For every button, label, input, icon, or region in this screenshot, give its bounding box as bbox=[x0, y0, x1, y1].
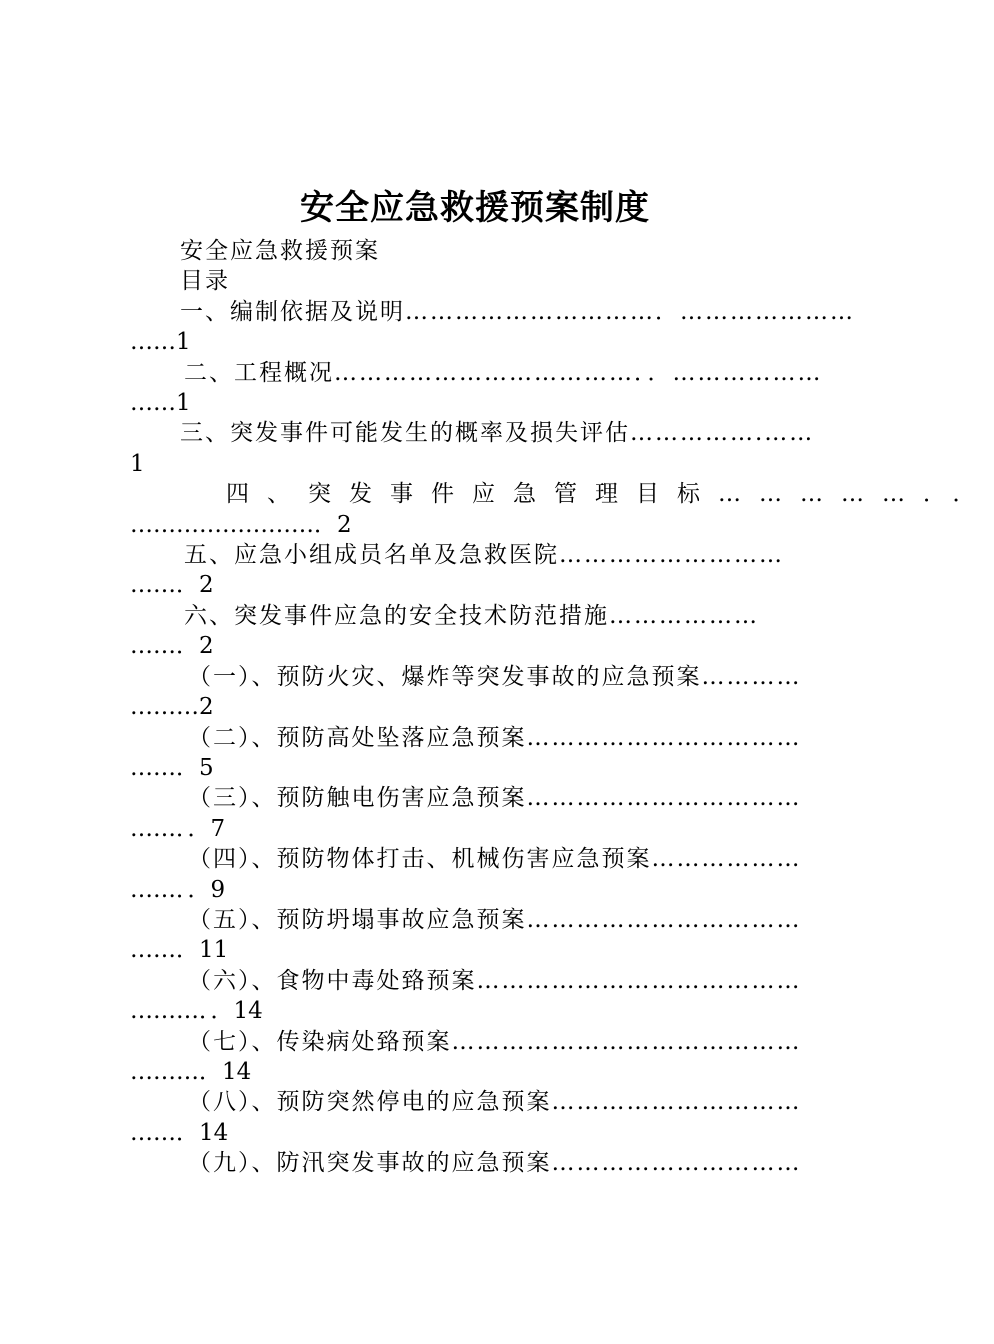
toc-line: 1 bbox=[130, 450, 145, 477]
toc-line: ……．2 bbox=[130, 633, 214, 660]
toc-line: （三）、预防触电伤害应急预案…………………………… bbox=[188, 785, 802, 812]
toc-line: ……1 bbox=[130, 329, 191, 356]
toc-line: ……．11 bbox=[130, 937, 229, 964]
toc-line: ………．14 bbox=[130, 1058, 252, 1085]
toc-line: ……．2 bbox=[130, 572, 214, 599]
toc-line: ……1 bbox=[130, 390, 191, 417]
toc-line: （四）、预防物体打击、机械伤害应急预案……………… bbox=[188, 846, 802, 873]
toc-line: （六）、食物中毒处臵预案………………………………… bbox=[188, 967, 802, 994]
toc-line: （五）、预防坍塌事故应急预案…………………………… bbox=[188, 906, 802, 933]
toc-line: 一、编制依据及说明…………………………．………………… bbox=[180, 298, 855, 325]
toc-line: 六、突发事件应急的安全技术防范措施……………… bbox=[184, 602, 759, 629]
table-of-contents bbox=[130, 236, 994, 1179]
toc-line: ……………………．2 bbox=[130, 511, 352, 538]
toc-line: ……．．7 bbox=[130, 815, 226, 842]
toc-line: ……．14 bbox=[130, 1119, 229, 1146]
toc-line: （一）、预防火灾、爆炸等突发事故的应急预案………… bbox=[188, 663, 802, 690]
toc-line: 三、突发事件可能发生的概率及损失评估…………….…… bbox=[180, 420, 815, 447]
toc-line: （九）、防汛突发事故的应急预案………………………… bbox=[188, 1150, 802, 1177]
toc-line: ……．5 bbox=[130, 754, 214, 781]
toc-line: （七）、传染病处臵预案…………………………………… bbox=[188, 1028, 802, 1055]
toc-line: ………．．14 bbox=[130, 998, 263, 1025]
toc-line: ……．．9 bbox=[130, 876, 226, 903]
toc-line: 四、突发事件应急管理目标……………．． bbox=[226, 481, 994, 508]
toc-line: （二）、预防高处坠落应急预案…………………………… bbox=[188, 724, 802, 751]
toc-line: 二、工程概况………………………………．．……………… bbox=[184, 359, 823, 386]
toc-line: 目录 bbox=[180, 268, 230, 295]
toc-line: 五、应急小组成员名单及急救医院……………………… bbox=[184, 542, 784, 569]
toc-line: （八）、预防突然停电的应急预案………………………… bbox=[188, 1089, 802, 1116]
toc-line: 安全应急救援预案 bbox=[180, 238, 380, 264]
document-title: 安全应急救援预案制度 bbox=[300, 188, 650, 228]
toc-line: ………2 bbox=[130, 694, 214, 721]
